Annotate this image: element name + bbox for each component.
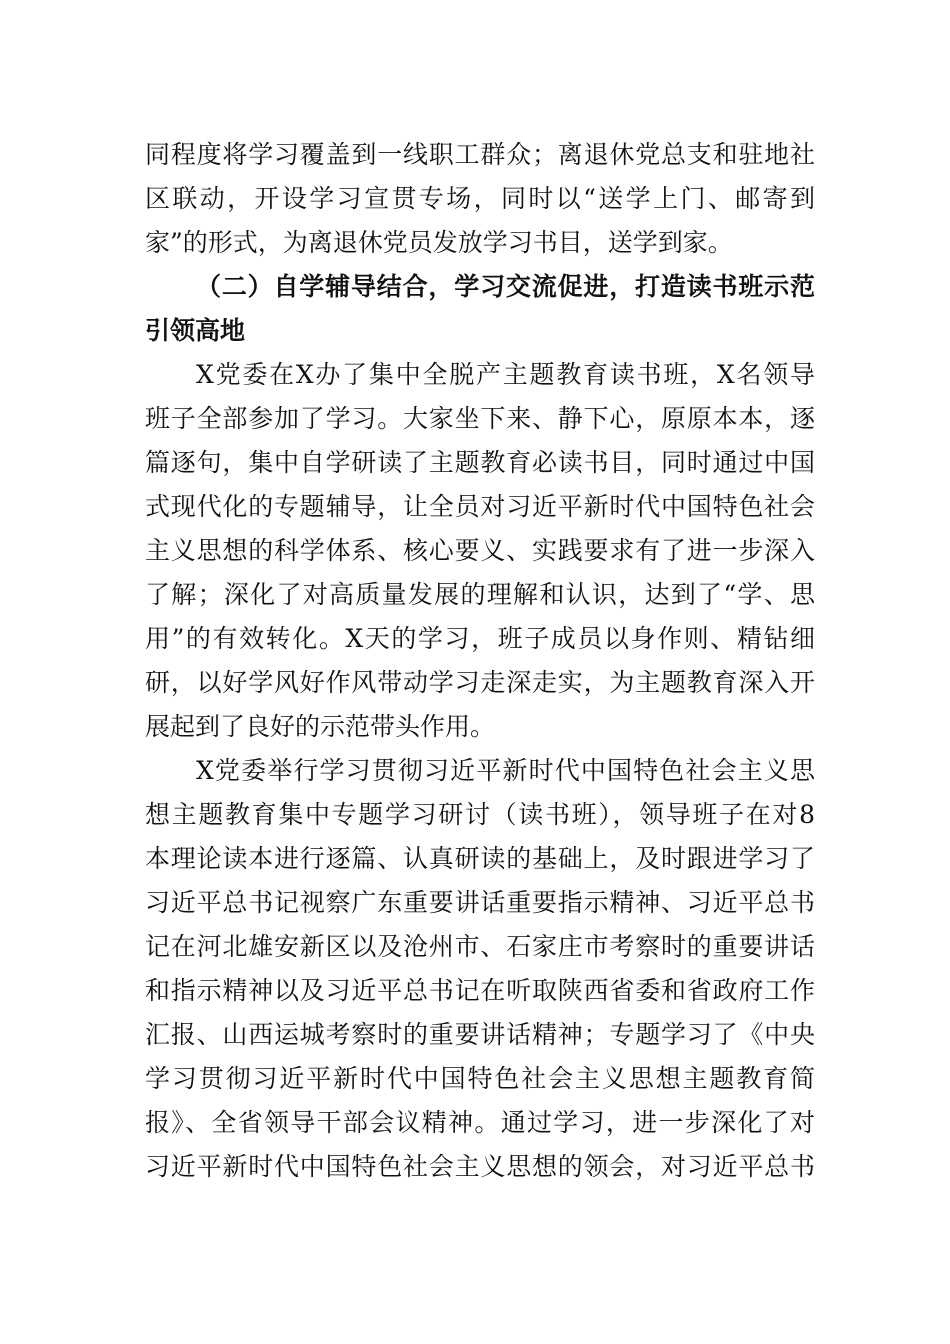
paragraph-line: 式现代化的专题辅导，让全员对习近平新时代中国特色社会 [145, 492, 815, 521]
paragraph-line: 同程度将学习覆盖到一线职工群众；离退休党总支和驻地社 [145, 140, 815, 169]
section-heading-line: （二）自学辅导结合，学习交流促进，打造读书班示范 [196, 272, 815, 301]
section-heading-line: 引领高地 [145, 316, 246, 345]
paragraph-line: 想主题教育集中专题学习研讨（读书班），领导班子在对8 [145, 800, 815, 829]
paragraph-line: 班子全部参加了学习。大家坐下来、静下心，原原本本，逐 [145, 404, 815, 433]
paragraph-line: 学习贯彻习近平新时代中国特色社会主义思想主题教育简 [145, 1064, 815, 1093]
paragraph-line: X党委举行学习贯彻习近平新时代中国特色社会主义思 [196, 756, 815, 785]
paragraph-line: 报》、全省领导干部会议精神。通过学习，进一步深化了对 [145, 1108, 815, 1137]
paragraph-line: 主义思想的科学体系、核心要义、实践要求有了进一步深入 [145, 536, 815, 565]
paragraph-line: 家”的形式，为离退休党员发放学习书目，送学到家。 [145, 228, 733, 257]
paragraph-line: 篇逐句，集中自学研读了主题教育必读书目，同时通过中国 [145, 448, 815, 477]
paragraph-line: 了解；深化了对高质量发展的理解和认识，达到了“学、思 [145, 580, 815, 609]
paragraph-line: 区联动，开设学习宣贯专场，同时以“送学上门、邮寄到 [145, 184, 815, 213]
paragraph-line: 用”的有效转化。X天的学习，班子成员以身作则、精钻细 [145, 624, 815, 653]
paragraph-line: 记在河北雄安新区以及沧州市、石家庄市考察时的重要讲话 [145, 932, 815, 961]
paragraph-line: 和指示精神以及习近平总书记在听取陕西省委和省政府工作 [145, 976, 815, 1005]
paragraph-line: 汇报、山西运城考察时的重要讲话精神；专题学习了《中央 [145, 1020, 815, 1049]
paragraph-line: 本理论读本进行逐篇、认真研读的基础上，及时跟进学习了 [145, 844, 815, 873]
paragraph-line: 习近平总书记视察广东重要讲话重要指示精神、习近平总书 [145, 888, 815, 917]
paragraph-line: X党委在X办了集中全脱产主题教育读书班，X名领导 [196, 360, 815, 389]
paragraph-line: 展起到了良好的示范带头作用。 [145, 712, 496, 741]
paragraph-line: 习近平新时代中国特色社会主义思想的领会，对习近平总书 [145, 1152, 815, 1181]
paragraph-line: 研，以好学风好作风带动学习走深走实，为主题教育深入开 [145, 668, 815, 697]
